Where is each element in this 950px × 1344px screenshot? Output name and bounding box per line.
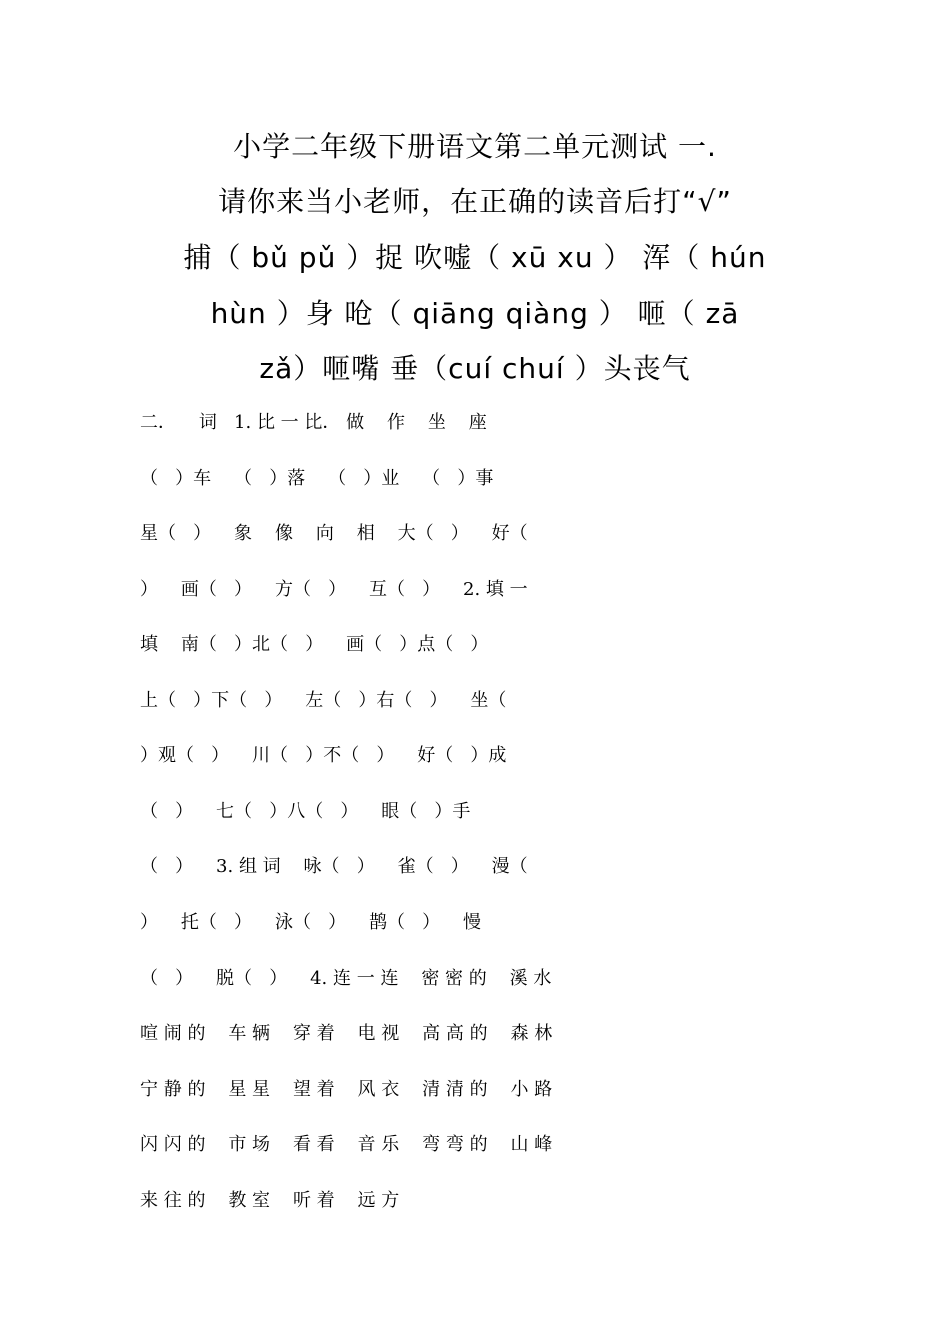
body-line-6: 上（ ）下（ ） 左（ ）右（ ） 坐（ [140,690,507,711]
body-line-1: 二． 词 1. 比 一 比． 做 作 坐 座 [140,412,487,433]
body-line-4: ） 画（ ） 方（ ） 互（ ） 2. 填 一 [140,579,528,600]
body-line-7: ）观（ ） 川（ ）不（ ） 好（ ）成 [140,745,507,766]
body-line-3: 星（ ） 象 像 向 相 大（ ） 好（ [140,523,528,544]
body-line-10: ） 托（ ） 泳（ ） 鹊（ ） 慢 [140,912,482,933]
heading-line-4: hùn ）身 呛（ qiāng qiàng ） 咂（ zā [210,297,740,330]
body-line-15: 来 往 的 教 室 听 着 远 方 [140,1190,400,1211]
body-line-8: （ ） 七（ ）八（ ） 眼（ ）手 [140,801,471,822]
body-line-14: 闪 闪 的 市 场 看 看 音 乐 弯 弯 的 山 峰 [140,1134,553,1155]
heading-line-2: 请你来当小老师，在正确的读音后打“√” [218,185,732,218]
heading-line-5: zǎ）咂嘴 垂（cuí chuí ）头丧气 [259,352,691,385]
heading-line-1: 小学二年级下册语文第二单元测试 一. [233,130,717,163]
body-line-13: 宁 静 的 星 星 望 着 风 衣 清 清 的 小 路 [140,1079,553,1100]
body-line-2: （ ）车 （ ）落 （ ）业 （ ）事 [140,468,494,489]
body-line-5: 填 南（ ）北（ ） 画（ ）点（ ） [140,634,489,655]
body-line-9: （ ） 3. 组 词 咏（ ） 雀（ ） 漫（ [140,856,528,877]
body-line-11: （ ） 脱（ ） 4. 连 一 连 密 密 的 溪 水 [140,968,552,989]
body-line-12: 喧 闹 的 车 辆 穿 着 电 视 高 高 的 森 林 [140,1023,553,1044]
heading-line-3: 捕（ bǔ pǔ ）捉 吹嘘（ xū xu ） 浑（ hún [183,241,767,274]
